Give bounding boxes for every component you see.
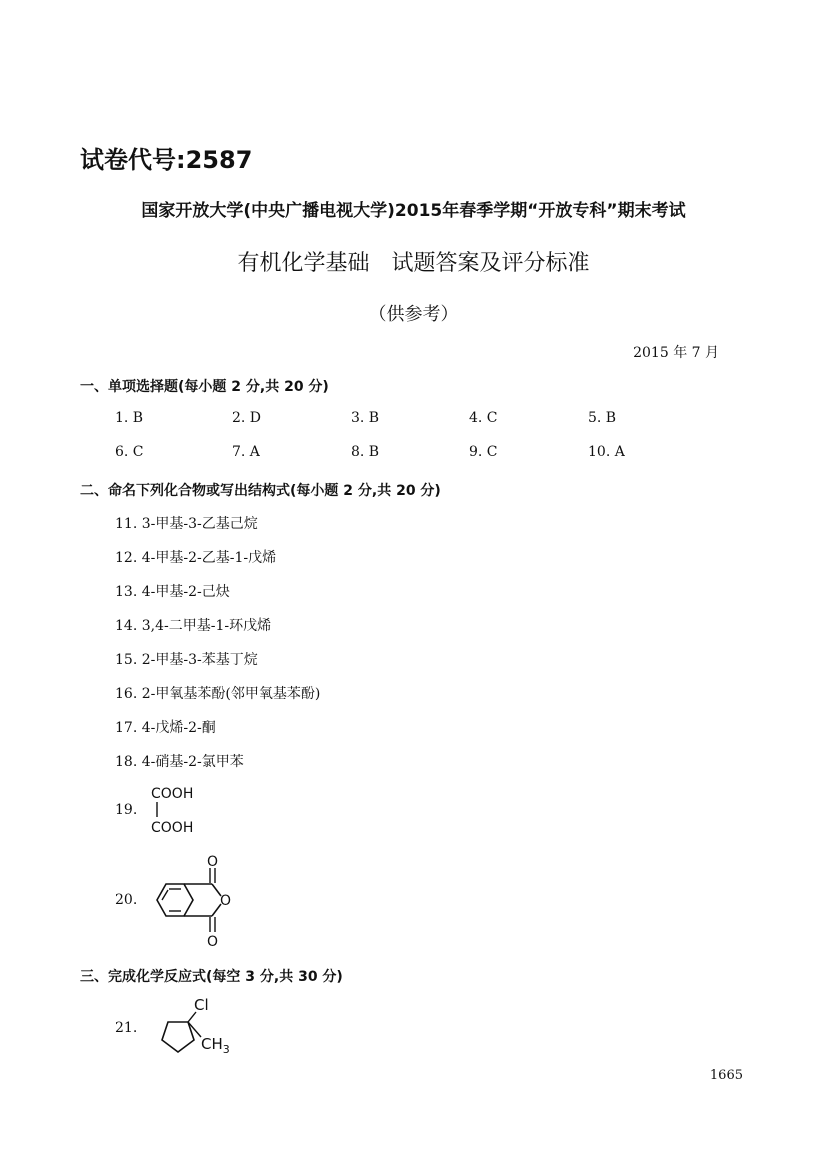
answer-4: 4. C (469, 410, 498, 426)
chlorine-label: Cl (194, 996, 209, 1014)
page-number: 1665 (709, 1068, 743, 1083)
phthalic-anhydride-structure (138, 852, 248, 952)
item-14: 14. 3,4-二甲基-1-环戊烯 (115, 618, 272, 634)
section2-heading: 二、命名下列化合物或写出结构式(每小题 2 分,共 20 分) (80, 483, 441, 499)
oxalic-acid-structure (148, 782, 218, 838)
item-21-number: 21. (115, 1020, 138, 1036)
item-20-number: 20. (115, 892, 138, 908)
item-19-number: 19. (115, 802, 138, 818)
benzene-double-bond-left (162, 890, 168, 900)
university-line: 国家开放大学(中央广播电视大学)2015年春季学期“开放专科”期末考试 (141, 201, 686, 221)
item-13: 13. 4-甲基-2-己炔 (115, 584, 230, 600)
answer-6: 6. C (115, 444, 144, 460)
cooh-bottom-label: COOH (151, 820, 194, 836)
oxygen-top-label: O (207, 854, 219, 870)
cooh-top-label: COOH (151, 786, 194, 802)
answer-5: 5. B (588, 410, 617, 426)
section1-heading: 一、单项选择题(每小题 2 分,共 20 分) (80, 379, 329, 395)
exam-code: 试卷代号:2587 (80, 146, 253, 174)
section3-heading: 三、完成化学反应式(每空 3 分,共 30 分) (80, 969, 343, 985)
answer-7: 7. A (232, 444, 260, 460)
answer-1: 1. B (115, 410, 144, 426)
answer-8: 8. B (351, 444, 380, 460)
oxygen-bottom-label: O (207, 934, 219, 950)
answer-9: 9. C (469, 444, 498, 460)
item-11: 11. 3-甲基-3-乙基己烷 (115, 516, 258, 532)
answer-3: 3. B (351, 410, 380, 426)
cyclopentane-ring (162, 1022, 194, 1052)
item-15: 15. 2-甲基-3-苯基丁烷 (115, 652, 258, 668)
answer-2: 2. D (232, 410, 262, 426)
chloromethylcyclopentane-structure (138, 996, 248, 1060)
exam-date: 2015 年 7 月 (633, 345, 719, 361)
page-subtitle: （供参考） (368, 304, 459, 325)
methyl-label: $CH_3$ (201, 1035, 230, 1056)
item-17: 17. 4-戊烯-2-酮 (115, 720, 216, 736)
answer-10: 10. A (588, 444, 625, 460)
oxygen-ring-label: O (220, 893, 232, 909)
item-18: 18. 4-硝基-2-氯甲苯 (115, 754, 244, 770)
item-16: 16. 2-甲氧基苯酚(邻甲氧基苯酚) (115, 686, 321, 702)
page-title: 有机化学基础 试题答案及评分标准 (237, 251, 590, 276)
item-12: 12. 4-甲基-2-乙基-1-戊烯 (115, 550, 277, 566)
